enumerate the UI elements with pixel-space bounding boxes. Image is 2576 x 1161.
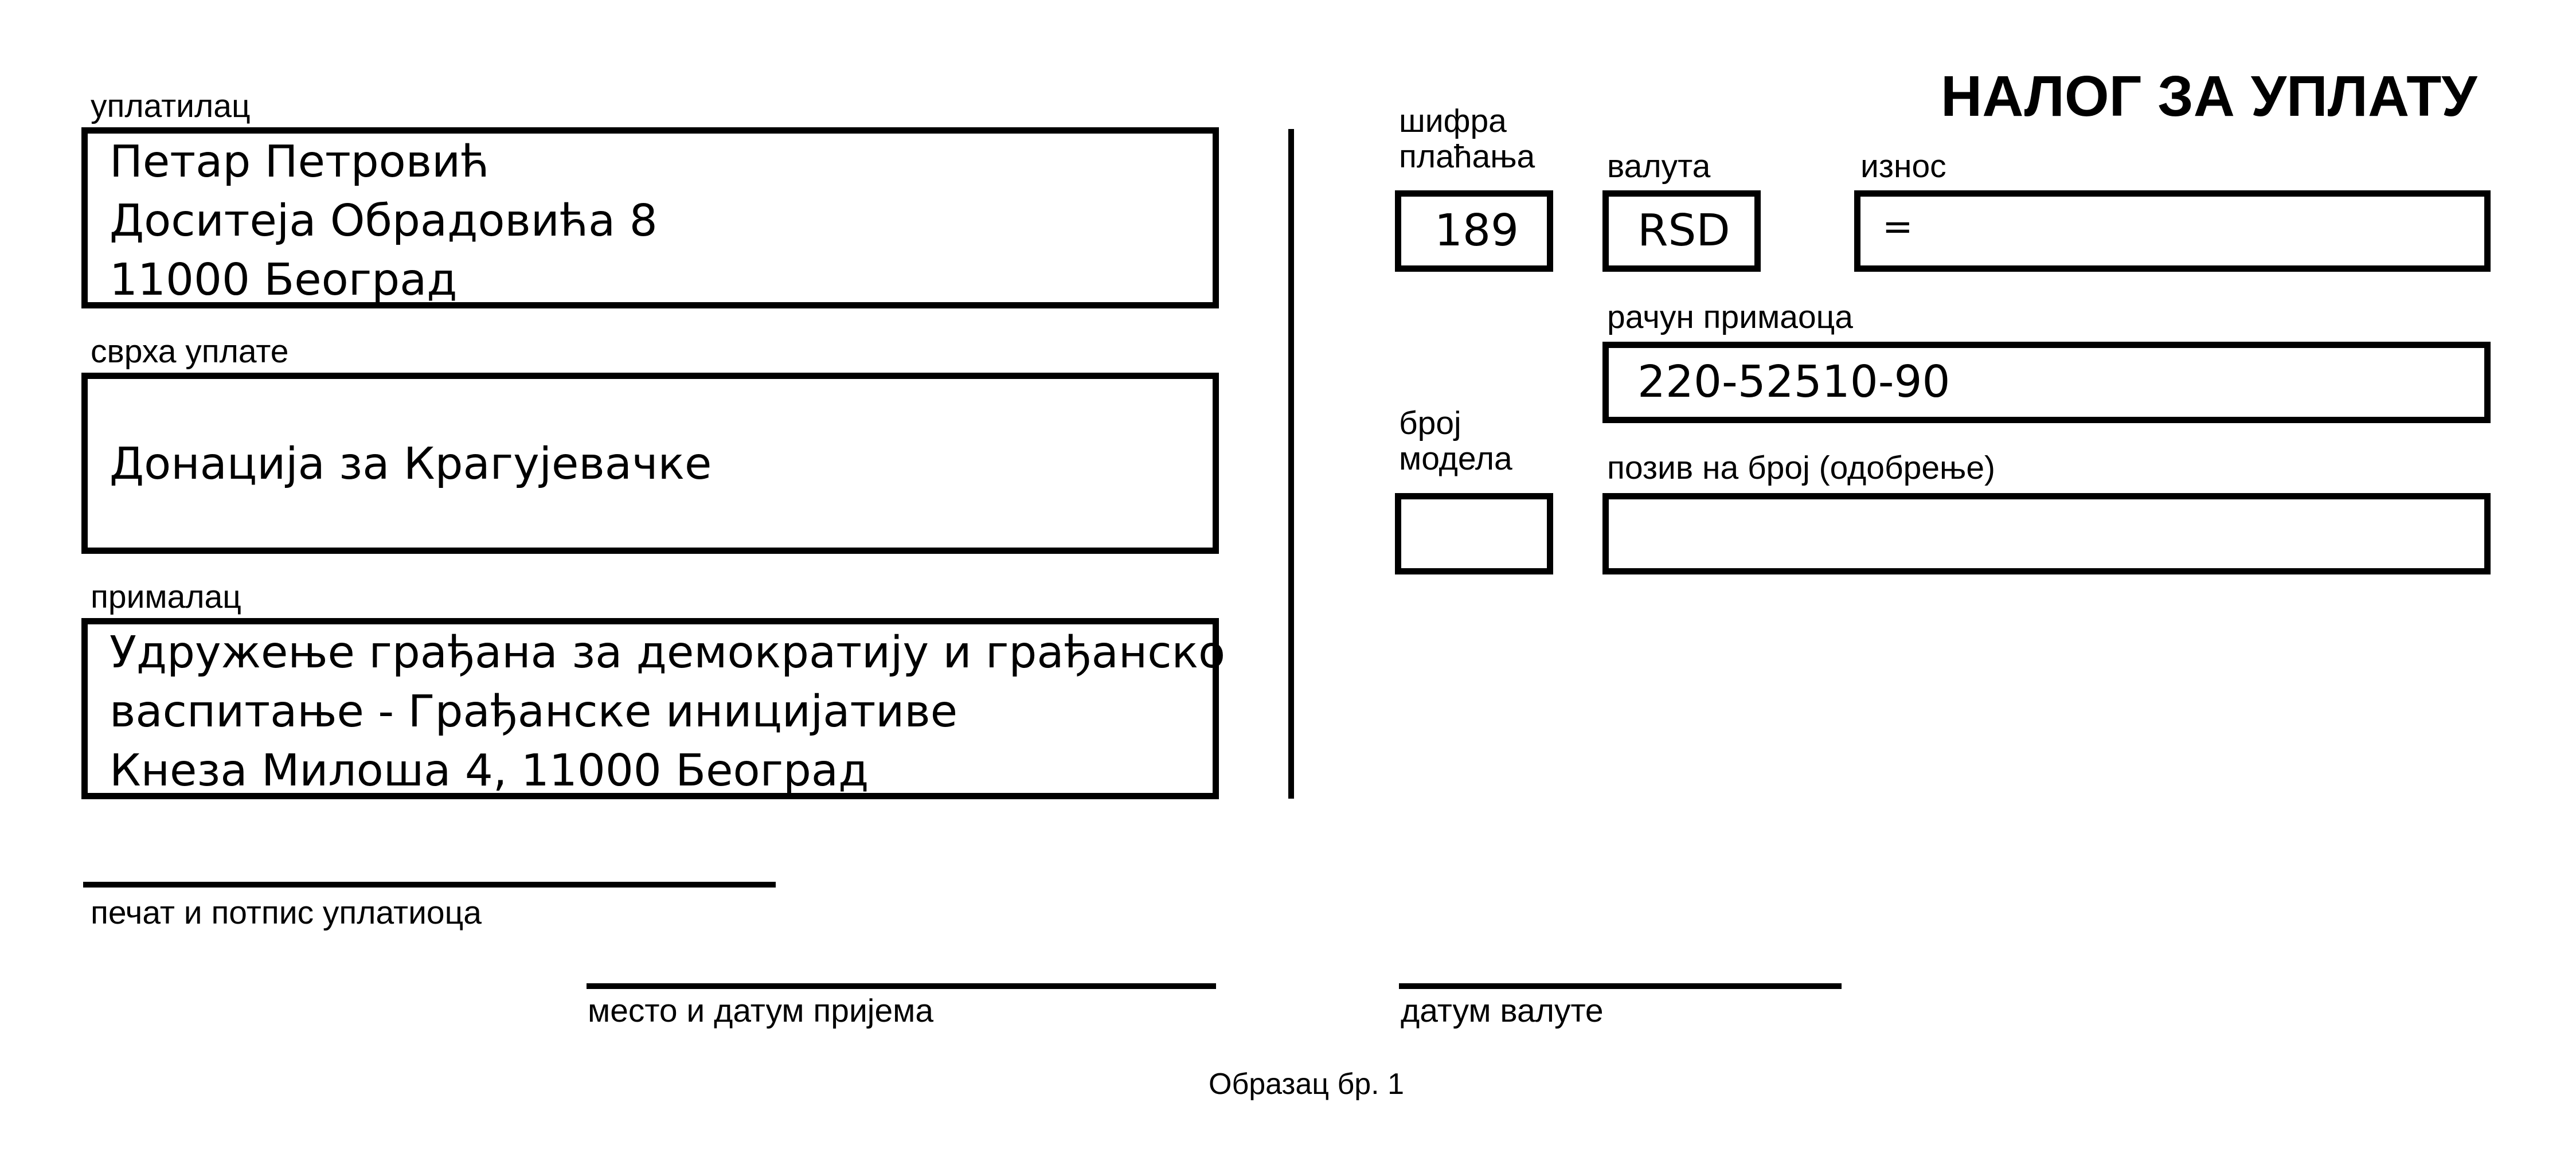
model-number-field[interactable] <box>1395 493 1553 574</box>
model-number-label-line-1: број <box>1399 405 1461 441</box>
payer-line-1: Петар Петровић <box>110 136 490 187</box>
currency-field[interactable] <box>1602 190 1761 272</box>
amount-field[interactable] <box>1854 190 2491 272</box>
recipient-label: прималац <box>91 578 241 615</box>
recipient-line-1: Удружење грађана за демократију и грађанско <box>110 627 1226 678</box>
value-date-line <box>1399 983 1842 989</box>
form-title: НАЛОГ ЗА УПЛАТУ <box>1941 64 2477 128</box>
payer-line-3: 11000 Београд <box>110 255 458 306</box>
recipient-line-3: Кнеза Милоша 4, 11000 Београд <box>110 745 869 796</box>
payer-field[interactable] <box>81 127 1219 308</box>
signature-label: печат и потпис уплатиоца <box>91 894 482 931</box>
currency-value: RSD <box>1637 205 1730 256</box>
payment-code-label-line-1: шифра <box>1399 103 1507 139</box>
recipient-account-value: 220-52510-90 <box>1637 357 1950 408</box>
value-date-label: датум валуте <box>1401 992 1604 1029</box>
payment-code-field[interactable] <box>1395 190 1553 272</box>
payment-code-label-line-2: плаћања <box>1399 138 1535 175</box>
currency-label: валута <box>1607 148 1711 185</box>
payment-code-value: 189 <box>1434 205 1519 256</box>
purpose-label: сврха уплате <box>91 333 289 370</box>
place-date-line <box>587 983 1216 989</box>
reference-label: позив на број (одобрење) <box>1607 449 1996 486</box>
reference-field[interactable] <box>1602 493 2491 574</box>
amount-label: износ <box>1860 148 1946 185</box>
payer-label: уплатилац <box>91 88 251 124</box>
payer-line-2: Доситеја Обрадовића 8 <box>110 196 658 247</box>
recipient-account-label: рачун примаоца <box>1607 299 1854 335</box>
place-date-label: место и датум пријема <box>588 992 934 1029</box>
signature-line <box>83 882 776 888</box>
recipient-line-2: васпитање - Грађанске иницијативе <box>110 686 958 737</box>
recipient-account-field[interactable] <box>1602 342 2491 423</box>
amount-value: = <box>1882 206 1913 248</box>
vertical-divider <box>1288 129 1294 799</box>
model-number-label-line-2: модела <box>1399 440 1512 477</box>
recipient-field[interactable] <box>81 618 1226 799</box>
purpose-field[interactable] <box>81 373 1219 554</box>
purpose-value: Донација за Крагујевачке <box>110 439 712 490</box>
form-number: Образац бр. 1 <box>1209 1068 1404 1101</box>
